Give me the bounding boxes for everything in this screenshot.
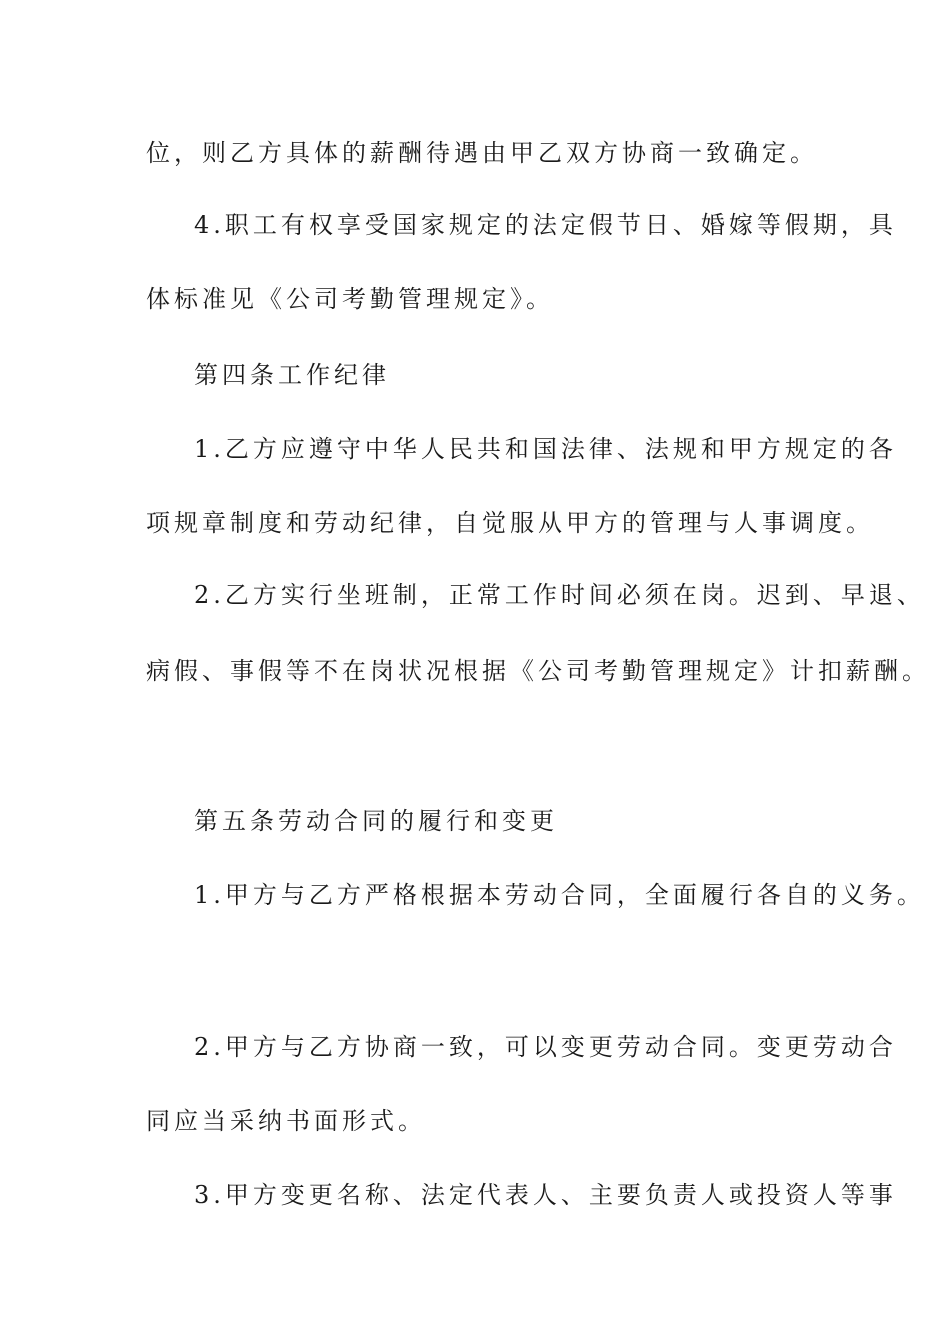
paragraph-line: 2.甲方与乙方协商一致，可以变更劳动合同。变更劳动合 <box>194 1033 897 1061</box>
paragraph-line: 体标准见《公司考勤管理规定》。 <box>146 285 554 313</box>
paragraph-line: 病假、事假等不在岗状况根据《公司考勤管理规定》计扣薪酬。 <box>146 657 930 685</box>
paragraph-line: 1.甲方与乙方严格根据本劳动合同，全面履行各自的义务。 <box>194 881 925 909</box>
section-heading: 第五条劳动合同的履行和变更 <box>194 807 558 835</box>
paragraph-line: 项规章制度和劳动纪律，自觉服从甲方的管理与人事调度。 <box>146 509 874 537</box>
paragraph-line: 3.甲方变更名称、法定代表人、主要负责人或投资人等事 <box>194 1181 897 1209</box>
paragraph-line: 1.乙方应遵守中华人民共和国法律、法规和甲方规定的各 <box>194 435 897 463</box>
paragraph-line: 同应当采纳书面形式。 <box>146 1107 426 1135</box>
paragraph-line: 4.职工有权享受国家规定的法定假节日、婚嫁等假期，具 <box>194 211 897 239</box>
section-heading: 第四条工作纪律 <box>194 361 390 389</box>
paragraph-line: 2.乙方实行坐班制，正常工作时间必须在岗。迟到、早退、 <box>194 581 925 609</box>
paragraph-line: 位，则乙方具体的薪酬待遇由甲乙双方协商一致确定。 <box>146 139 818 167</box>
